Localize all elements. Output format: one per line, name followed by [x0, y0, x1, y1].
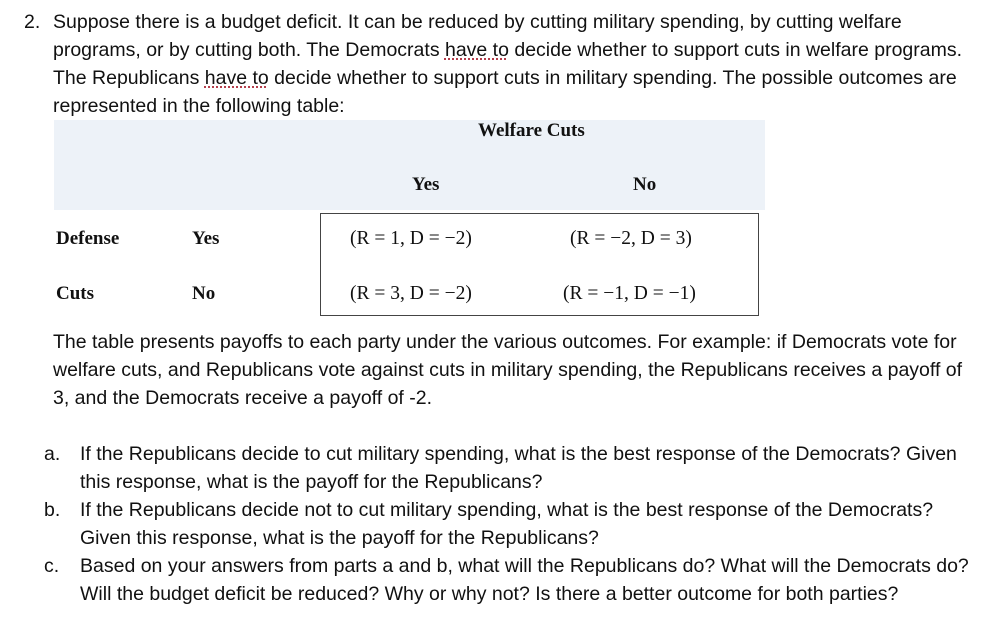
question-text-part2: decide whether to support cuts in welfare programs. The Republicans: [53, 39, 963, 89]
question-text-part1: Suppose there is a budget deficit. It can be reduced by cutting military spending, by cutting welfare programs, or by cutting both. The Democrats: [53, 11, 902, 61]
row-header-no: No: [192, 283, 216, 304]
subparts-list: [44, 440, 974, 608]
question-text-part3: decide whether to support cuts in military spending. The possible outcomes are represented in the following table:: [53, 67, 957, 117]
have-to-underlined-2: have to: [204, 67, 269, 89]
question-block: [24, 8, 969, 120]
column-header-no: No: [633, 174, 657, 195]
payoff-cell-yes-no: (R = −2, D = 3): [570, 228, 692, 249]
subpart-c-letter: c.: [44, 555, 60, 577]
explanation-paragraph: The table presents payoffs to each party under the various outcomes. For example: if Democrats vote for welfare cuts, and Republicans vote against cuts in military spending, the Republicans receives a payoff of 3, and the Democrats receive a payoff of -2.: [53, 331, 963, 409]
subpart-b-text: If the Republicans decide not to cut military spending, what is the best response of the Democrats? Given this response, what is the payoff for the Republicans?: [80, 499, 934, 549]
have-to-underlined-1: have to: [444, 39, 509, 61]
table-header-background: [54, 120, 765, 210]
subpart-a: [44, 440, 974, 496]
payoff-cell-no-yes: (R = 3, D = −2): [350, 283, 472, 304]
payoff-cell-yes-yes: (R = 1, D = −2): [350, 228, 472, 249]
subpart-a-text: If the Republicans decide to cut military spending, what is the best response of the Democrats? Given this response, what is the payoff for the Republicans?: [80, 443, 957, 493]
subpart-c-text: Based on your answers from parts a and b, what will the Republicans do? What will the Democrats do? Will the budget deficit be reduced? Why or why not? Is there a better outcome for both parties?: [80, 555, 969, 605]
table-title: Welfare Cuts: [478, 120, 585, 141]
column-header-yes: Yes: [412, 174, 440, 195]
subpart-b-letter: b.: [44, 499, 61, 521]
row-label-defense: Defense: [56, 228, 120, 249]
row-header-yes: Yes: [192, 228, 220, 249]
subpart-c: [44, 552, 974, 608]
row-label-cuts: Cuts: [56, 283, 95, 304]
subpart-b: [44, 496, 974, 552]
question-text: [53, 8, 969, 120]
payoff-cell-no-no: (R = −1, D = −1): [563, 283, 696, 304]
subpart-a-letter: a.: [44, 443, 61, 465]
question-number: 2.: [24, 11, 41, 33]
